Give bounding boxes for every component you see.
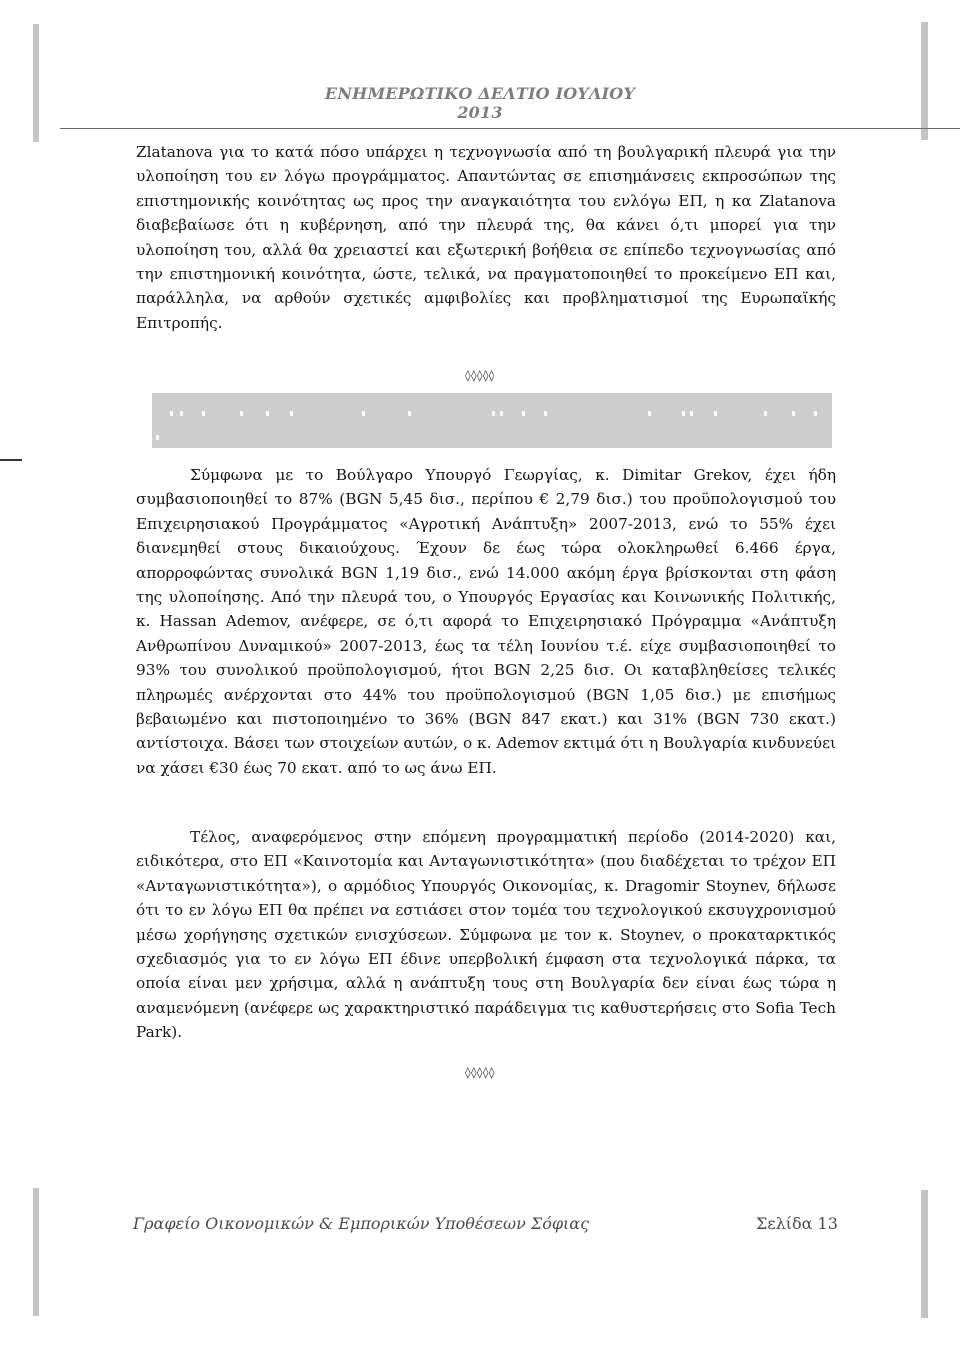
- band-speck: [714, 411, 717, 416]
- band-speck: [814, 411, 817, 416]
- band-speck: [290, 411, 293, 416]
- band-speck: [156, 435, 159, 440]
- paragraph-2: [136, 463, 836, 780]
- header-divider: [60, 128, 960, 129]
- band-speck: [362, 411, 365, 416]
- band-speck: [690, 411, 693, 416]
- footer-office-name: Γραφείο Οικονομικών & Εμπορικών Υποθέσεων Σόφιας: [133, 1214, 590, 1233]
- page-header-title: ΕΝΗΜΕΡΩΤΙΚΟ ΔΕΛΤΙΟ ΙΟΥΛΙΟΥ 2013: [324, 84, 636, 122]
- scan-edge-mark: [33, 1188, 39, 1316]
- band-speck: [170, 411, 173, 416]
- band-speck: [240, 411, 243, 416]
- paragraph-2-text: Σύμφωνα με το Βούλγαρο Υπουργό Γεωργίας, κ. Dimitar Grekov, έχει ήδη συμβασιοποιηθεί το 87% (BGN 5,45 δισ., περίπου € 2,79 δισ.) του προϋπολογισμού του Επιχειρησιακού Προγράμματος «Αγροτική Ανάπτυξη» 2007-2013, ενώ το 55% έχει διανεμηθεί στους δικαιούχους. Έχουν δε έως τώρα ολοκληρωθεί 6.466 έργα, απορροφώντας συνολικά BGN 1,19 δισ., ενώ 14.000 ακόμη έργα βρίσκονται στη φάση της υλοποίησης. Από την πλευρά του, ο Υπουργός Εργασίας και Κοινωνικής Πολιτικής, κ. Hassan Ademov, ανέφερε, σε ό,τι αφορά το Επιχειρησιακό Πρόγραμμα «Ανάπτυξη Ανθρωπίνου Δυναμικού» 2007-2013, έως τα τέλη Ιουνίου τ.έ. είχε συμβασιοποιηθεί το 93% του συνολικού προϋπολογισμού, ήτοι BGN 2,25 δισ. Οι καταβληθείσες τελικές πληρωμές ανέρχονται στο 44% του προϋπολογισμού (BGN 1,05 δισ.) με επισήμως βεβαιωμένο και πιστοποιημένο το 36% (BGN 847 εκατ.) και 31% (BGN 730 εκατ.) αντίστοιχα. Βάσει των στοιχείων αυτών, ο κ. Ademov εκτιμά ότι η Βουλγαρία κινδυνεύει να χάσει €30 έως 70 εκατ. από το ως άνω ΕΠ.: [136, 466, 836, 777]
- band-speck: [792, 411, 795, 416]
- scan-margin-dash: [0, 459, 22, 461]
- band-speck: [500, 411, 503, 416]
- band-speck: [764, 411, 767, 416]
- paragraph-3: [136, 825, 836, 1045]
- scan-edge-mark: [921, 1190, 928, 1318]
- band-speck: [648, 411, 651, 416]
- section-separator: ◊◊◊◊◊: [465, 369, 495, 382]
- scan-edge-mark: [921, 22, 928, 140]
- band-speck: [408, 411, 411, 416]
- scan-grey-band: [152, 393, 832, 448]
- band-speck: [266, 411, 269, 416]
- band-speck: [180, 411, 183, 416]
- band-speck: [522, 411, 525, 416]
- band-speck: [544, 411, 547, 416]
- section-separator: ◊◊◊◊◊: [465, 1066, 495, 1079]
- band-speck: [682, 411, 685, 416]
- band-speck: [492, 411, 495, 416]
- paragraph-3-text: Τέλος, αναφερόμενος στην επόμενη προγραμματική περίοδο (2014-2020) και, ειδικότερα, στο ΕΠ «Καινοτομία και Ανταγωνιστικότητα» (που διαδέχεται το τρέχον ΕΠ «Ανταγωνιστικότητα»), ο αρμόδιος Υπουργός Οικονομίας, κ. Dragomir Stoynev, δήλωσε ότι το εν λόγω ΕΠ θα πρέπει να εστιάσει στον τομέα του τεχνολογικού εκσυγχρονισμού μέσω χορήγησης σχετικών ενισχύσεων. Σύμφωνα με τον κ. Stoynev, ο προκαταρκτικός σχεδιασμός για το εν λόγω ΕΠ έδινε υπερβολική έμφαση στα τεχνολογικά πάρκα, τα οποία είναι μεν χρήσιμα, αλλά η ανάπτυξη τους στη Βουλγαρία δεν είναι έως τώρα η αναμενόμενη (ανέφερε ως χαρακτηριστικό παράδειγμα τις καθυστερήσεις στο Sofia Tech Park).: [136, 828, 836, 1042]
- paragraph-1: [136, 140, 836, 335]
- scan-edge-mark: [33, 24, 39, 142]
- band-speck: [202, 411, 205, 416]
- footer-page-number: Σελίδα 13: [756, 1214, 838, 1233]
- paragraph-1-text: Zlatanova για το κατά πόσο υπάρχει η τεχνογνωσία από τη βουλγαρική πλευρά για την υλοποίηση του εν λόγω προγράμματος. Απαντώντας σε επισημάνσεις εκπροσώπων της επιστημονικής κοινότητας ως προς την αναγκαιότητα του ενλόγω ΕΠ, η κα Zlatanova διαβεβαίωσε ότι η κυβέρνηση, από την πλευρά της, θα κάνει ό,τι μπορεί για την υλοποίηση του, αλλά θα χρειαστεί και εξωτερική βοήθεια σε επίπεδο τεχνογνωσίας από την επιστημονική κοινότητα, ώστε, τελικά, να πραγματοποιηθεί το προκείμενο ΕΠ και, παράλληλα, να αρθούν σχετικές αμφιβολίες και προβληματισμοί της Ευρωπαϊκής Επιτροπής.: [136, 143, 836, 332]
